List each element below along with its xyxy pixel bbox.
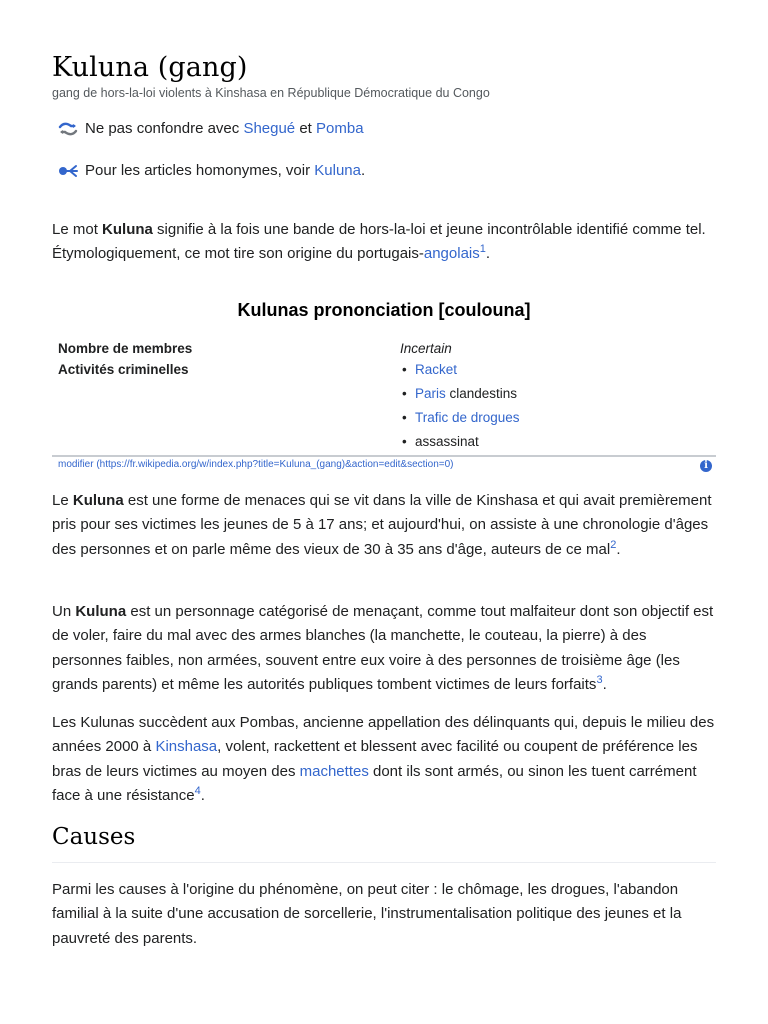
paragraph-text: Les Kulunas succèdent aux Pombas, ancienne appellation des délinquants qui, depuis le milieu des années 2000 à [52,714,715,756]
infobox-footer [52,455,716,475]
causes-paragraph: Parmi les causes à l'origine du phénomène, on peut citer : le chômage, les drogues, l'abandon familial à la suite d'une accusation de sorcellerie, l'instrumentalisation politique des jeunes et la pauvreté des parents. [52,881,682,947]
link-angolais[interactable]: angolais [423,245,480,263]
paragraph-bold-term: Kuluna [72,492,124,509]
hatnote-homonyms-suffix: . [360,162,366,179]
intro-bold-term: Kuluna [102,221,153,238]
disambiguation-arrows-icon [58,121,78,137]
paragraph-text: , volent, rackettent et blessent avec facilité ou coupent de préférence les bras de leurs victimes au moyen des [52,738,698,780]
infobox-value-members: Incertain [400,341,452,356]
list-item-text: assassinat [415,434,479,449]
hatnote-homonyms [58,162,365,179]
page-subtitle: gang de hors-la-loi violents à Kinshasa en République Démocratique du Congo [52,86,490,100]
hatnote-confusion-prefix: Ne pas confondre avec [85,120,240,137]
page-title: Kuluna (gang) [52,52,248,83]
intro-text: signifie à la fois une bande de hors-la-loi et jeune incontrôlable identifié comme tel. Étymologiquement, ce mot tire son origine du [52,221,706,263]
link-kinshasa[interactable]: Kinshasa [155,738,218,756]
reference-2[interactable]: 2 [610,538,617,551]
body-paragraph-3 [52,711,716,808]
paragraph-end: . [616,540,621,558]
infobox-activities-list [400,361,520,457]
body-paragraph-1 [52,489,716,562]
list-item [415,409,520,433]
list-item [415,361,520,385]
edit-infobox-link[interactable]: modifier (https://fr.wikipedia.org/w/index.php?title=Kuluna_(gang)&action=edit&section=0) [58,459,454,470]
body-paragraph-2 [52,600,716,697]
link-racket[interactable]: Racket [415,362,458,377]
link-paris[interactable]: Paris [415,386,446,401]
intro-paragraph [52,218,716,267]
link-kuluna[interactable]: Kuluna [314,162,361,179]
infobox-label-activities: Activités criminelles [58,362,189,377]
homonym-branch-icon [58,163,78,179]
list-item-text: clandestins [445,386,518,401]
link-shegue[interactable]: Shegué [243,120,296,137]
list-item [415,433,520,457]
info-icon[interactable]: i [700,460,712,472]
reference-1[interactable]: 1 [479,243,486,256]
link-portugais[interactable]: portugais [357,245,419,263]
hatnote-confusion [58,120,364,137]
link-trafic-de-drogues[interactable]: Trafic de drogues [415,410,520,425]
intro-end: . [485,245,491,263]
reference-4[interactable]: 4 [194,784,201,797]
paragraph-text: Un [52,603,76,620]
hatnote-homonyms-prefix: Pour les articles homonymes, voir [85,162,311,179]
paragraph-text: dont ils sont armés, ou sinon les tuent carrément face à une résistance [52,762,697,804]
list-item [415,385,520,409]
section-heading-causes: Causes [52,824,716,863]
infobox-title: Kulunas prononciation [coulouna] [237,300,531,320]
link-pomba[interactable]: Pomba [316,120,364,137]
paragraph-bold-term: Kuluna [75,603,127,620]
paragraph-end: . [602,675,607,693]
infobox-label-members: Nombre de membres [58,341,193,356]
paragraph-text: est une forme de menaces qui se vit dans la ville de Kinshasa et qui avait premièrement pris pour ses victimes les jeunes de 5 à 17 ans; et aujourd'hui, on assiste à une chronologie d'âges des personnes et on parle même des vieux de 30 à 35 ans d'âge, auteurs de ce mal [52,492,712,558]
intro-text: Le mot [52,221,103,238]
intro-dash: - [418,245,424,263]
reference-3[interactable]: 3 [596,673,603,686]
paragraph-end: . [200,786,205,804]
paragraph-text: Le [52,492,73,509]
paragraph-text: est un personnage catégorisé de menaçant, comme tout malfaiteur dont son objectif est de voler, faire du mal avec des armes blanches (la manchette, le couteau, la pierre) à des personnes faibles, non armées, souvent entre eux voire à des personnes de troisième âge (les grands parents) et même les autorités publiques tombent victimes de leurs forfaits [52,603,714,693]
hatnote-joiner: et [295,120,317,137]
link-machettes[interactable]: machettes [299,762,369,780]
